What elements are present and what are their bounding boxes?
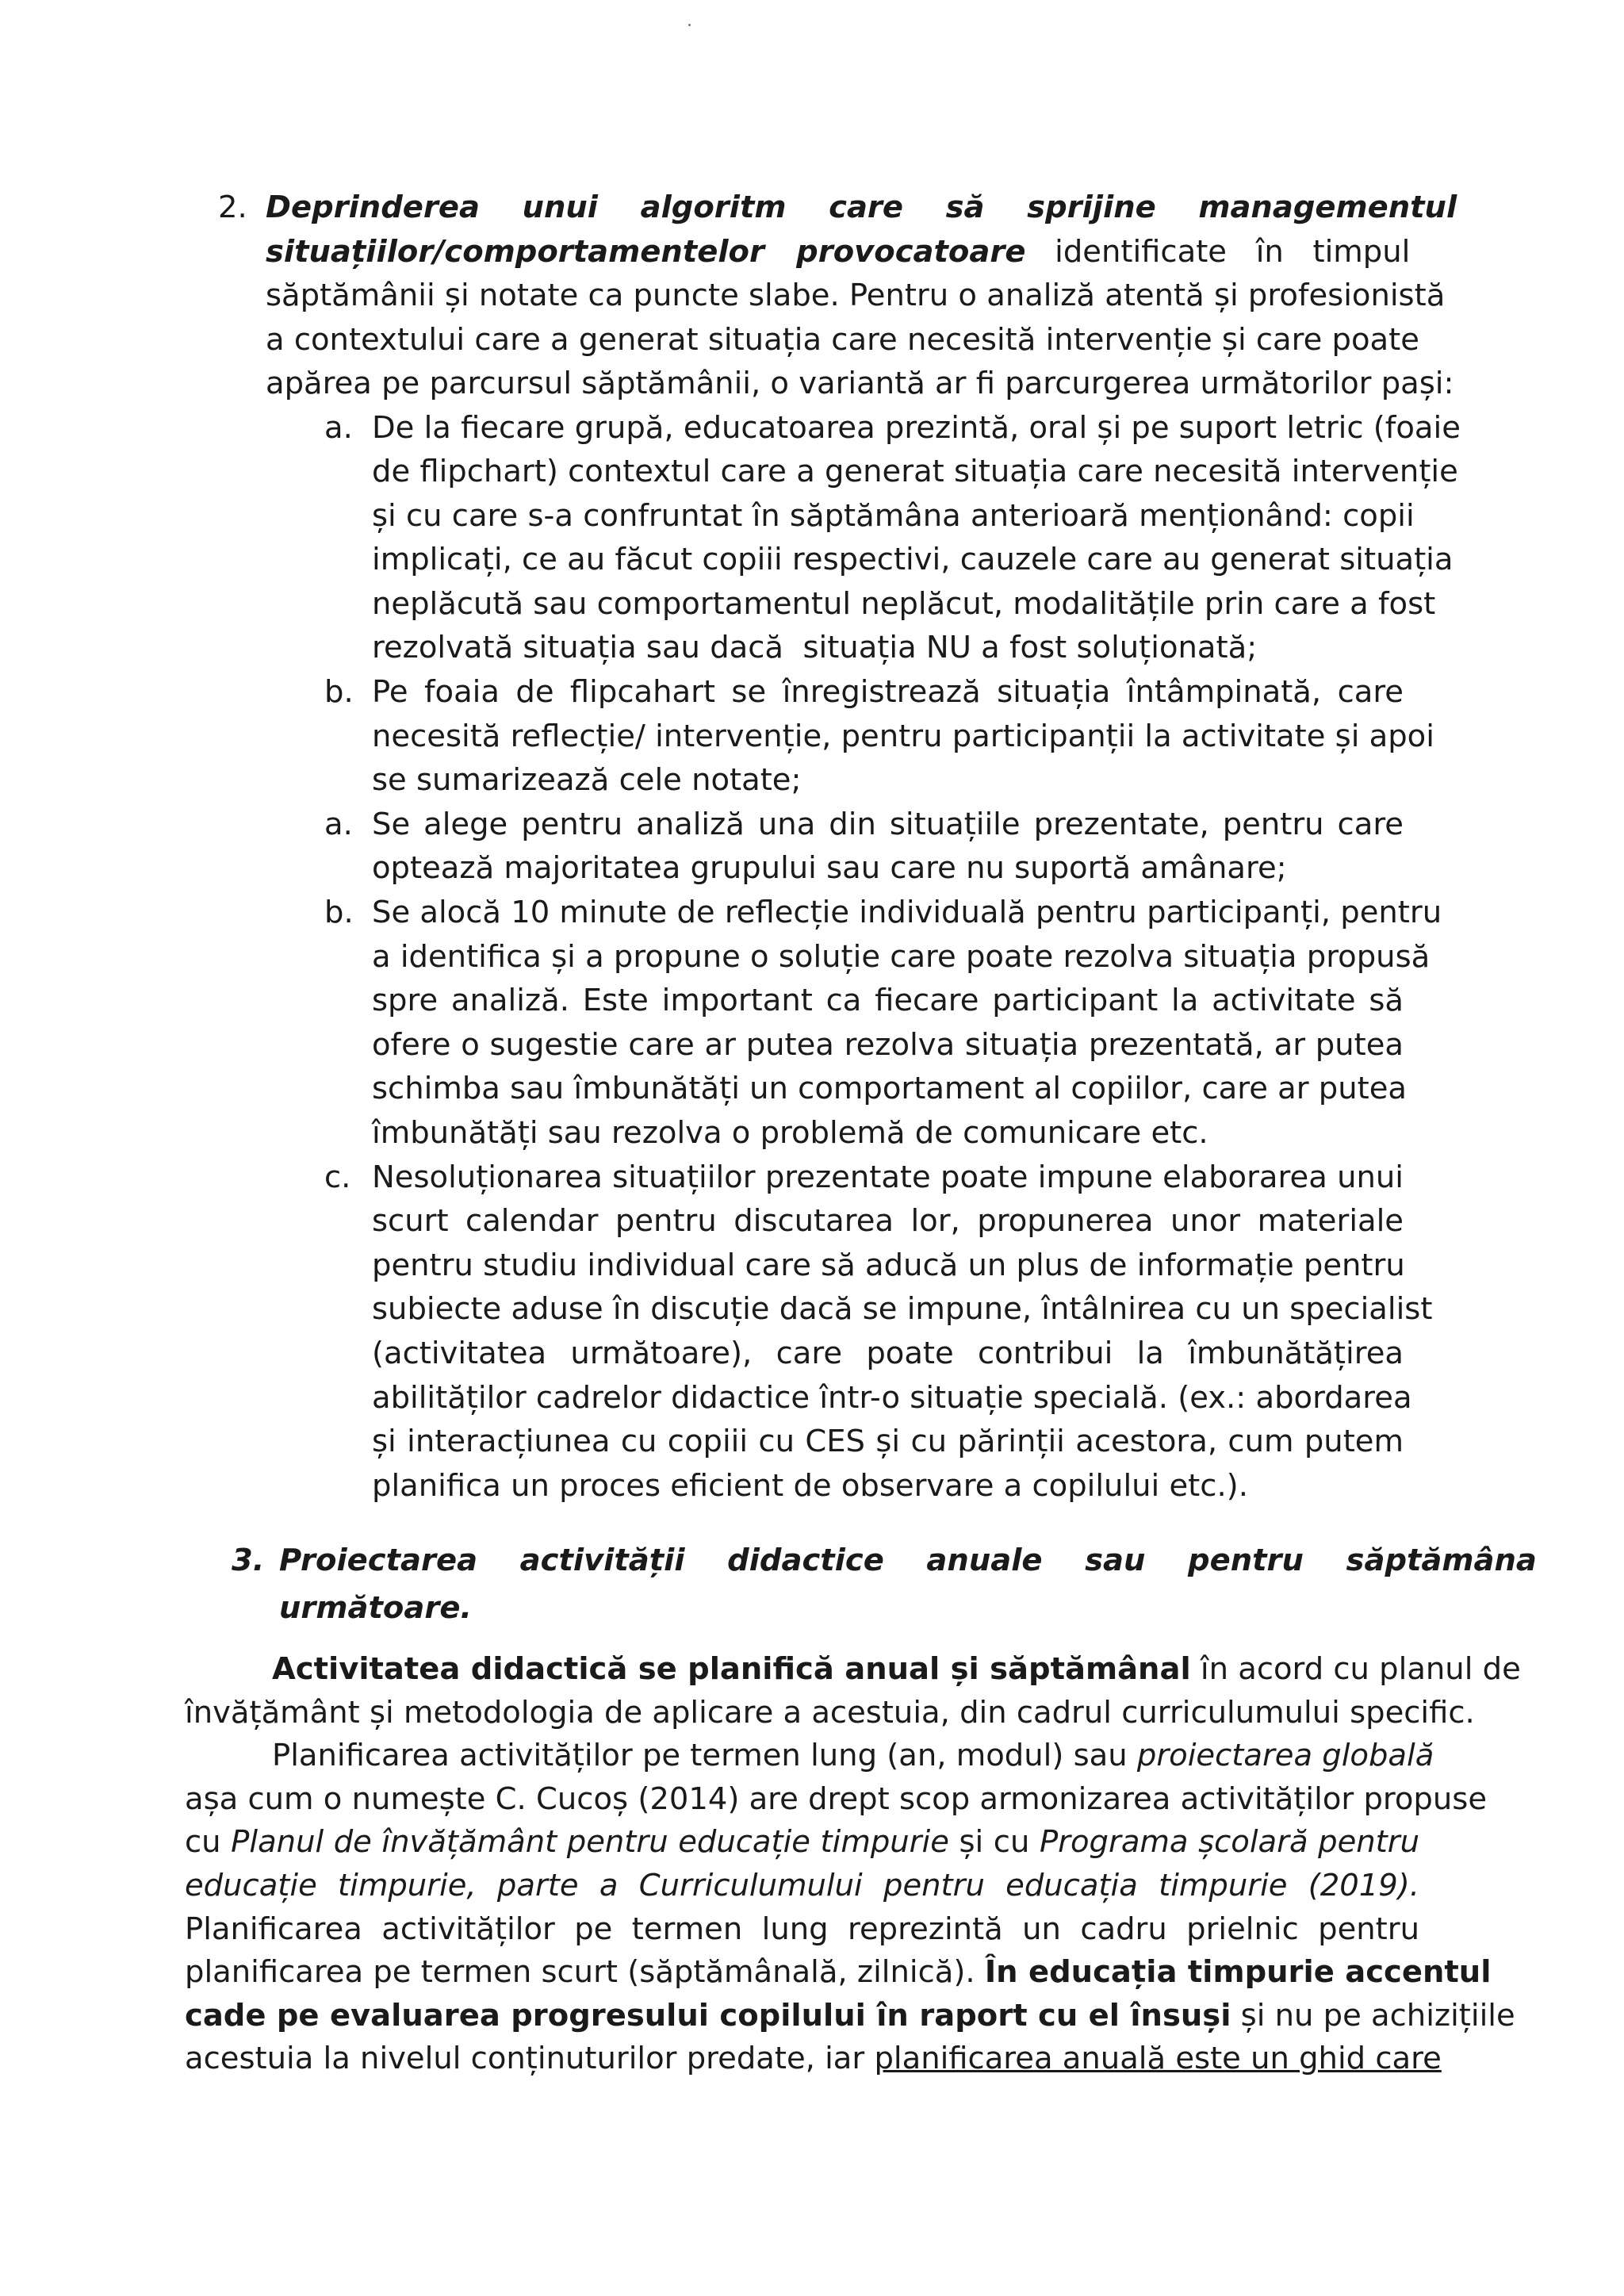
section-2: [218, 186, 1461, 1508]
list-item-line: necesită reflecție/ intervenție, pentru participanții la activitate și apoi: [372, 718, 1434, 754]
list-item-line: abilităților cadrelor didactice într-o situație specială. (ex.: abordarea: [372, 1379, 1412, 1416]
list-item-line: pentru studiu individual care să aducă un plus de informație pentru: [372, 1247, 1405, 1283]
section-2-heading-line-1: Deprinderea unui algoritm care să sprijine managementul: [266, 190, 1457, 225]
list-item: [324, 891, 1442, 1156]
list-marker: a.: [324, 409, 353, 446]
bold-phrase: În educația timpurie accentul: [984, 1954, 1492, 1991]
section-2-line: apărea pe parcursul săptămânii, o variantă ar fi parcurgerea următorilor pași:: [266, 366, 1454, 401]
list-item-line: rezolvată situația sau dacă situația NU a fost soluționată;: [372, 630, 1258, 666]
section-2-heading-line-2: [266, 230, 1411, 274]
section-2-heading-bold: situațiilor/comportamentelor provocatoare: [266, 233, 1026, 270]
italic-phrase: Planul de învățământ pentru educație timpurie: [231, 1824, 949, 1861]
italic-phrase: Programa școlară pentru: [1039, 1824, 1420, 1861]
paragraph-2-line-3: [185, 1821, 1419, 1865]
section-2-number: 2.: [218, 190, 247, 225]
paragraph-1-line-1: [185, 1648, 1521, 1692]
list-item-line: îmbunătăți sau rezolva o problemă de comunicare etc.: [372, 1115, 1208, 1151]
list-item-line: Se alocă 10 minute de reflecție individuală pentru participanți, pentru: [372, 895, 1442, 931]
list-item-line: (activitatea următoare), care poate contribui la îmbunătățirea: [372, 1335, 1404, 1371]
list-item-line: Nesoluționarea situațiilor prezentate poate impune elaborarea unui: [372, 1159, 1404, 1195]
text-span: planificarea pe termen scurt (săptămânală, zilnică).: [185, 1954, 985, 1991]
list-item: [324, 406, 1461, 671]
list-item-line: schimba sau îmbunătăți un comportament al copiilor, care ar putea: [372, 1071, 1408, 1107]
section-3-number: 3.: [232, 1543, 265, 1578]
underlined-phrase: planificarea anuală este un ghid care: [874, 2041, 1442, 2077]
list-item-line: planifica un proces eficient de observare a copilului etc.).: [372, 1467, 1248, 1504]
paragraph-2-line-1: [185, 1734, 1434, 1778]
paragraph-2-line-7: [185, 1995, 1515, 2038]
list-item-line: și cu care s-a confruntat în săptămâna anterioară menționând: copii: [372, 497, 1415, 534]
paragraph-2-line-6: [185, 1951, 1492, 1995]
list-marker: c.: [324, 1159, 351, 1195]
list-marker: b.: [324, 895, 354, 931]
text-span: și cu: [948, 1824, 1040, 1861]
section-3-heading: [232, 1537, 1537, 1632]
text-span: Planificarea activităților pe termen lung (an, modul) sau: [272, 1738, 1137, 1774]
scan-speck: [688, 24, 691, 26]
body-text: [185, 1648, 1521, 2081]
list-item-line: subiecte aduse în discuție dacă se impune, întâlnirea cu un specialist: [372, 1291, 1433, 1328]
list-marker: b.: [324, 674, 354, 711]
list-item-line: ofere o sugestie care ar putea rezolva situația prezentată, ar putea: [372, 1026, 1404, 1063]
section-3-heading-line-1: Proiectarea activității didactice anuale sau pentru săptămâna: [279, 1543, 1537, 1578]
section-2-heading-rest: identificate în timpul: [1055, 233, 1411, 270]
paragraph-1-line-2: învățământ și metodologia de aplicare a acestuia, din cadrul curriculumului specific.: [185, 1694, 1475, 1731]
list-item-line: a identifica și a propune o soluție care poate rezolva situația propusă: [372, 938, 1431, 975]
paragraph-2-line-8: [185, 2037, 1442, 2081]
list-item-line: Se alege pentru analiză una din situațiile prezentate, pentru care: [372, 806, 1404, 842]
list-item-line: se sumarizează cele notate;: [372, 762, 802, 799]
list-item: [324, 1156, 1433, 1508]
section-2-line: săptămânii și notate ca puncte slabe. Pentru o analiză atentă și profesionistă: [266, 278, 1446, 313]
paragraph-2-line-2: așa cum o numește C. Cucoș (2014) are drept scop armonizarea activităților propuse: [185, 1780, 1488, 1817]
list-item-line: spre analiză. Este important ca fiecare participant la activitate să: [372, 983, 1404, 1019]
list-marker: a.: [324, 806, 353, 842]
list-item: [324, 670, 1434, 803]
text-span: în acord cu planul de: [1190, 1651, 1521, 1687]
list-item-line: scurt calendar pentru discutarea lor, propunerea unor materiale: [372, 1203, 1404, 1240]
list-item-line: implicați, ce au făcut copiii respectivi, cauzele care au generat situația: [372, 542, 1454, 578]
section-2-line: a contextului care a generat situația care necesită intervenție și care poate: [266, 321, 1419, 358]
bold-phrase: Activitatea didactică se planifică anual și săptămânal: [272, 1651, 1191, 1687]
paragraph-2-line-4: educație timpurie, parte a Curriculumului pentru educația timpurie (2019).: [185, 1867, 1419, 1903]
italic-phrase: proiectarea globală: [1136, 1738, 1434, 1774]
text-span: cu: [185, 1824, 232, 1861]
text-span: acestuia la nivelul conținuturilor predate, iar: [185, 2041, 875, 2077]
list-item-line: de flipchart) contextul care a generat situația care necesită intervenție: [372, 454, 1458, 490]
paragraph-2-line-5: Planificarea activităților pe termen lung reprezintă un cadru prielnic pentru: [185, 1911, 1419, 1947]
section-3-heading-line-2: următoare.: [279, 1590, 473, 1626]
list-item-line: optează majoritatea grupului sau care nu suportă amânare;: [372, 850, 1287, 887]
bold-phrase: cade pe evaluarea progresului copilului în raport cu el însuși: [185, 1997, 1231, 2033]
list-item-line: De la fiecare grupă, educatoarea prezintă, oral și pe suport letric (foaie: [372, 409, 1461, 446]
list-item: [324, 803, 1404, 891]
list-item-line: neplăcută sau comportamentul neplăcut, modalitățile prin care a fost: [372, 585, 1436, 622]
list-item-line: Pe foaia de flipcahart se înregistrează situația întâmpinată, care: [372, 674, 1404, 711]
list-item-line: și interacțiunea cu copiii cu CES și cu părinții acestora, cum putem: [372, 1424, 1404, 1460]
text-span: și nu pe achizițiile: [1231, 1997, 1515, 2033]
